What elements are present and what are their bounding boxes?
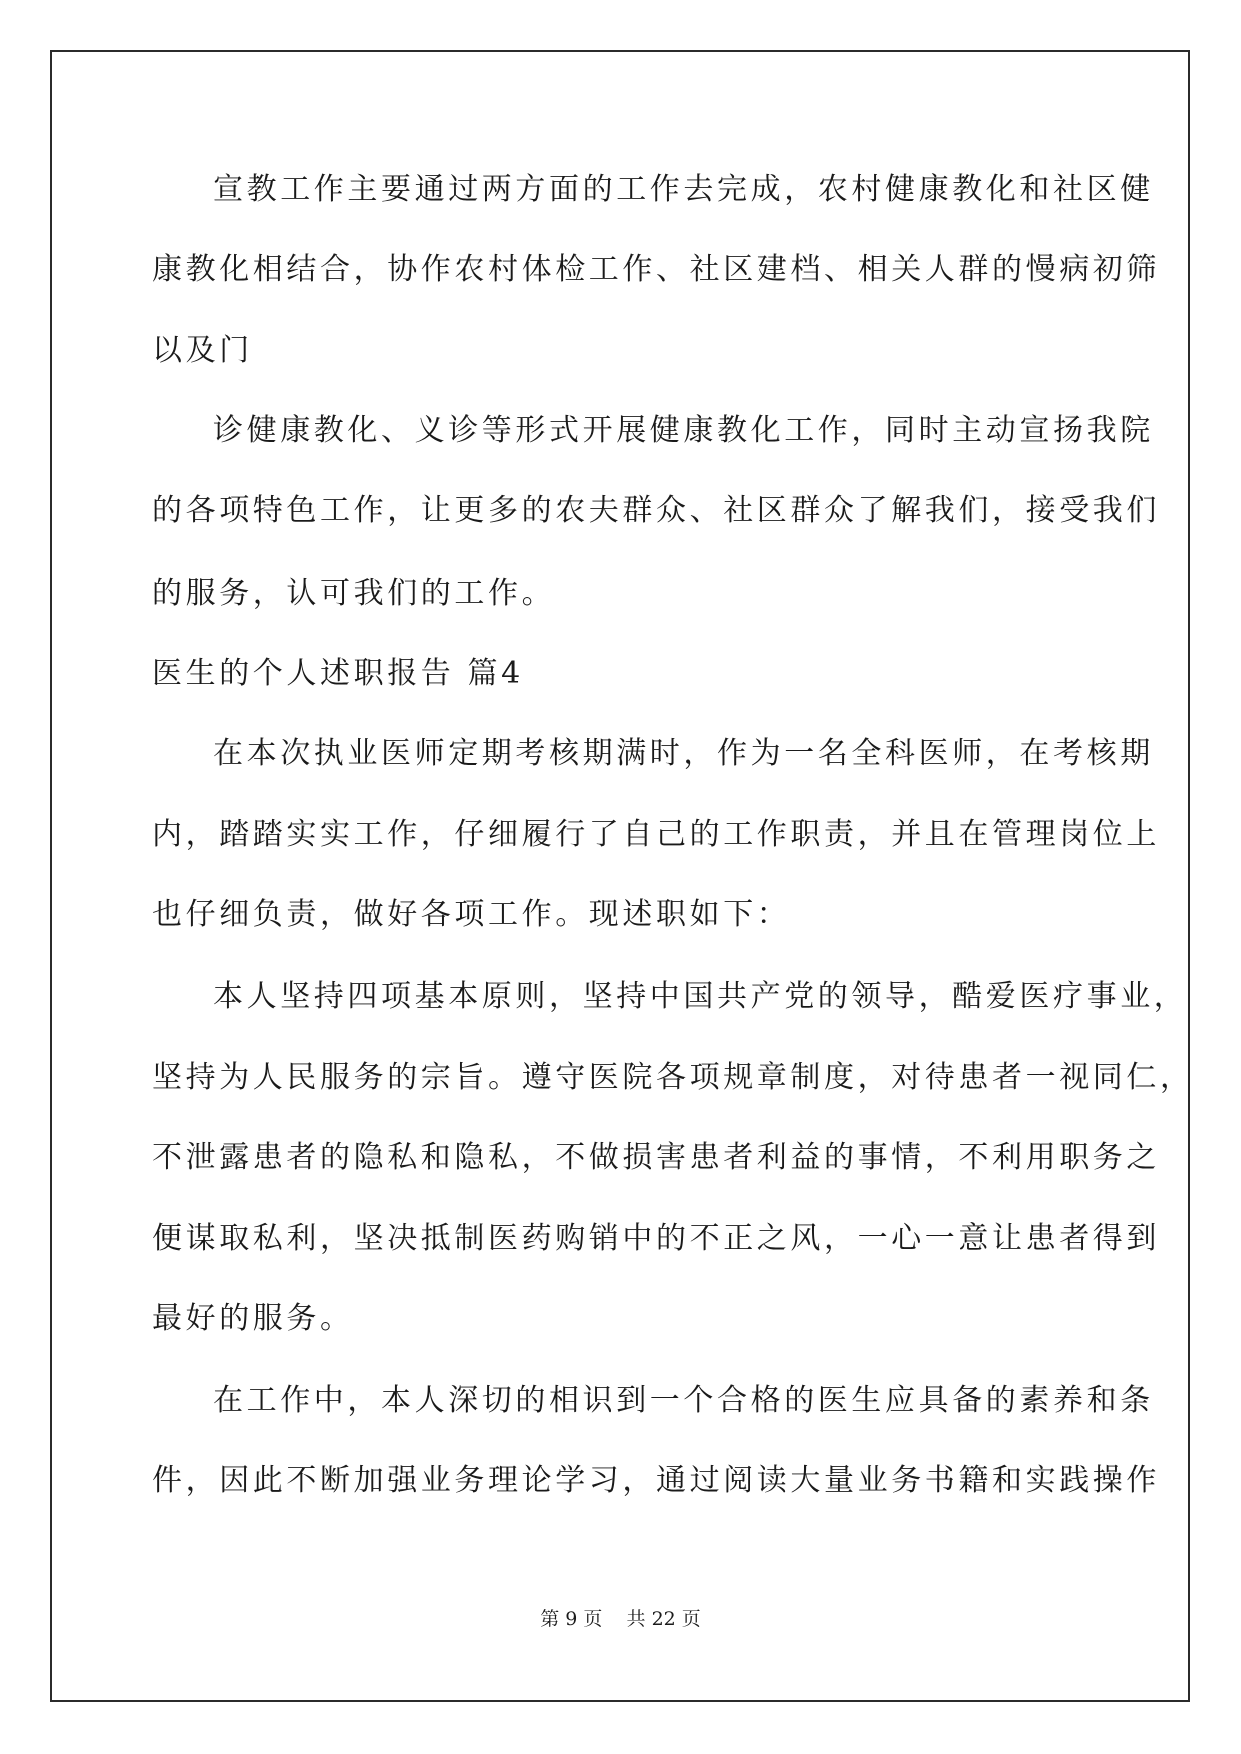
page-total: 共 22 页 bbox=[626, 1608, 701, 1630]
body-line: 坚持为人民服务的宗旨。遵守医院各项规章制度，对待患者一视同仁， bbox=[152, 1060, 1194, 1095]
body-line: 以及门 bbox=[152, 333, 253, 368]
body-line: 诊健康教化、义诊等形式开展健康教化工作，同时主动宣扬我院 bbox=[213, 413, 1154, 448]
body-line: 康教化相结合，协作农村体检工作、社区建档、相关人群的慢病初筛 bbox=[152, 252, 1160, 287]
body-line: 便谋取私利，坚决抵制医药购销中的不正之风，一心一意让患者得到 bbox=[152, 1221, 1160, 1256]
page-number: 第 9 页 bbox=[540, 1608, 603, 1630]
body-line: 最好的服务。 bbox=[152, 1301, 354, 1336]
body-line: 也仔细负责，做好各项工作。现述职如下： bbox=[152, 897, 791, 932]
body-line: 的各项特色工作，让更多的农夫群众、社区群众了解我们，接受我们 bbox=[152, 493, 1160, 528]
body-line: 不泄露患者的隐私和隐私，不做损害患者利益的事情，不利用职务之 bbox=[152, 1140, 1160, 1175]
body-line: 本人坚持四项基本原则，坚持中国共产党的领导，酷爱医疗事业， bbox=[213, 979, 1188, 1014]
body-line: 在工作中，本人深切的相识到一个合格的医生应具备的素养和条 bbox=[213, 1383, 1154, 1418]
page-border bbox=[50, 50, 1190, 1702]
body-line: 在本次执业医师定期考核期满时，作为一名全科医师，在考核期 bbox=[213, 736, 1154, 771]
body-line: 内，踏踏实实工作，仔细履行了自己的工作职责，并且在管理岗位上 bbox=[152, 817, 1160, 852]
section-heading: 医生的个人述职报告 篇4 bbox=[152, 656, 524, 691]
body-line: 的服务，认可我们的工作。 bbox=[152, 576, 556, 611]
body-line: 宣教工作主要通过两方面的工作去完成，农村健康教化和社区健 bbox=[213, 172, 1154, 207]
page-footer bbox=[0, 1607, 1241, 1631]
body-line: 件，因此不断加强业务理论学习，通过阅读大量业务书籍和实践操作 bbox=[152, 1463, 1160, 1498]
